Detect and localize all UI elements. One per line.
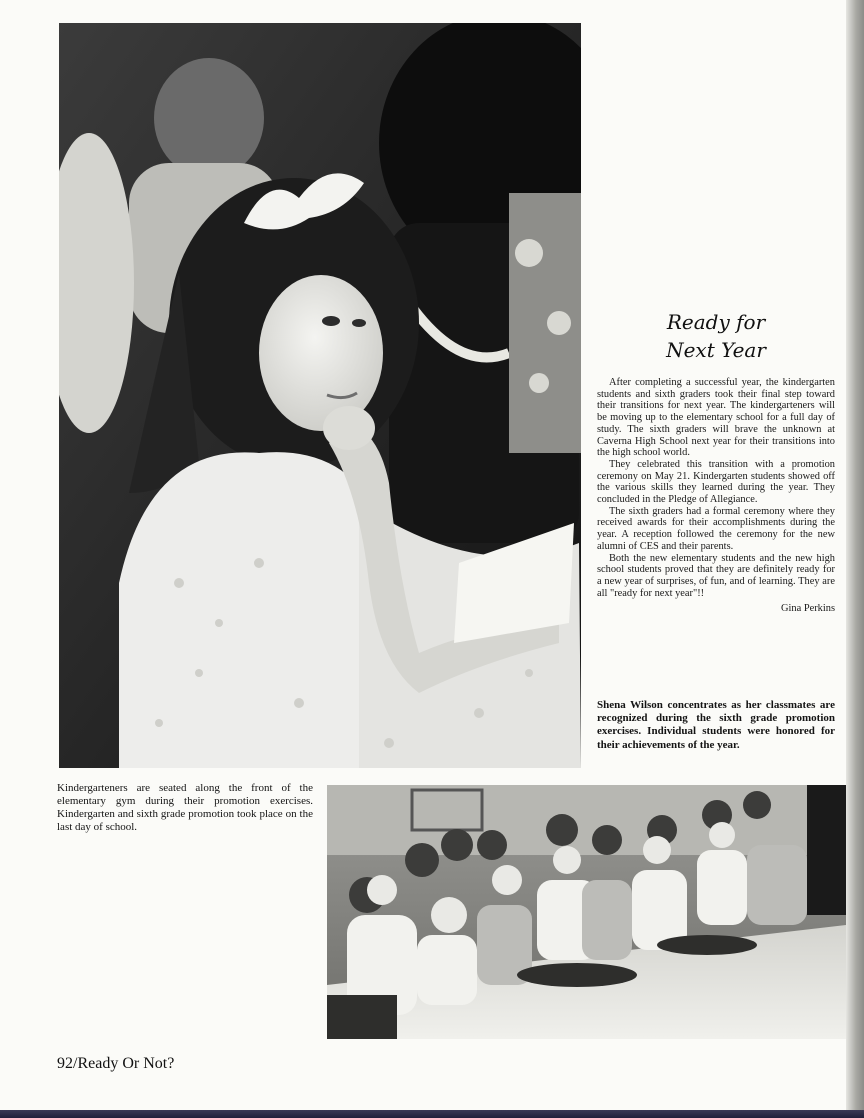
page-folio: 92/Ready Or Not?	[57, 1055, 175, 1072]
kindergarten-photo	[327, 785, 846, 1039]
main-photo-caption: Shena Wilson concentrates as her classmates are recognized during the sixth grade promotion exercises. Individual students were honored for their achievements of the year.	[597, 699, 835, 751]
headline-line-2: Next Year	[666, 338, 766, 362]
sixth-grader-photo	[59, 23, 581, 768]
article-paragraph: They celebrated this transition with a promotion ceremony on May 21. Kindergarten students showed off the various skills they learned during the year. They concluded in the Pledge of Allegiance.	[597, 458, 835, 506]
article-paragraph: Both the new elementary students and the new high school students proved that they are definitely ready for a new year of surprises, of fun, and of learning. They are all "ready for next year"!!	[597, 552, 835, 599]
small-photo-caption: Kindergarteners are seated along the front of the elementary gym during their promotion exercises. Kindergarten and sixth grade promotion took place on the last day of school.	[57, 782, 313, 833]
byline: Gina Perkins	[781, 603, 835, 615]
kindergarteners-photo	[327, 785, 846, 1039]
article-paragraph: The sixth graders had a formal ceremony where they received awards for their accomplishments during the year. A reception followed the ceremony for the new alumni of CES and their parents.	[597, 505, 835, 552]
article-body	[597, 377, 835, 615]
article-headline	[596, 308, 836, 364]
article-paragraph: After completing a successful year, the kindergarten students and sixth graders took their final step toward their transitions for next year. The kindergarteners will be moving up to the elementary school for a full day of study. The sixth graders will brave the unknown at Caverna High School next year for their transitions into the high school world.	[597, 377, 835, 459]
headline-line-1: Ready for	[666, 310, 766, 334]
main-photo	[59, 23, 581, 768]
page-edge	[846, 0, 864, 1118]
bottom-band	[0, 1110, 864, 1118]
